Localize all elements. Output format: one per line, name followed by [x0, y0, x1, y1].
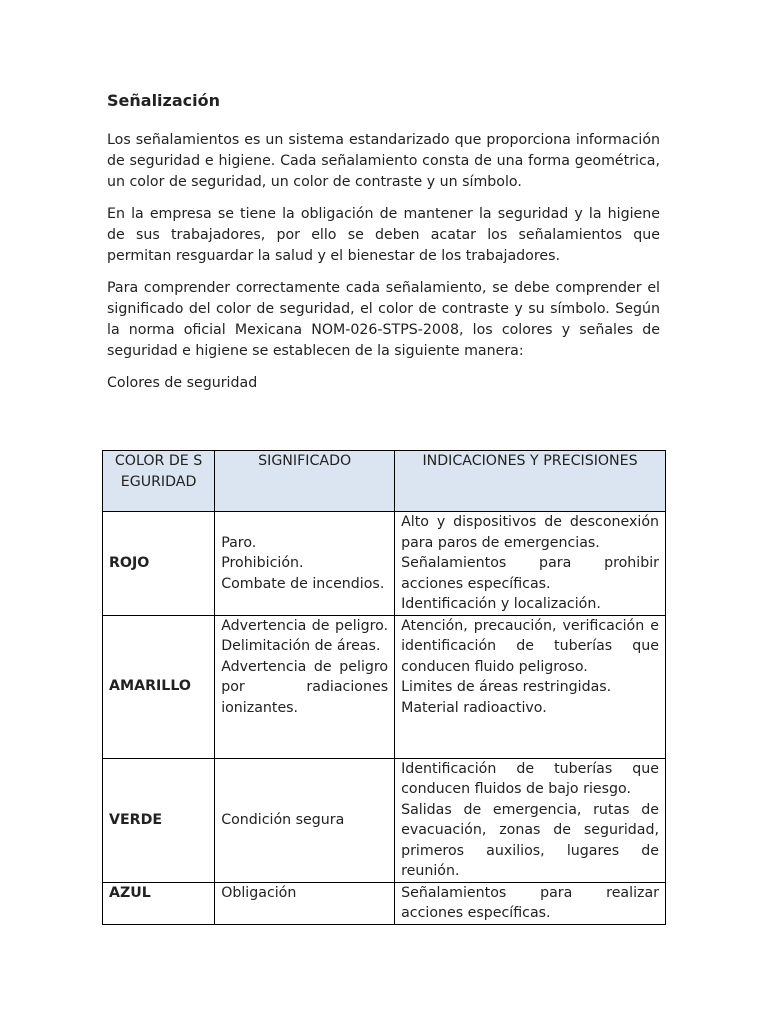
significado-line: Paro. — [221, 534, 257, 551]
cell-indicaciones-verde — [395, 758, 666, 882]
header-significado: SIGNIFICADO — [215, 451, 395, 512]
indicaciones-line: Material radioactivo. — [401, 699, 547, 716]
cell-significado-amarillo — [215, 615, 395, 758]
document-body — [107, 88, 660, 406]
cell-indicaciones-azul: Señalamientos para realizar acciones específicas. — [395, 882, 666, 924]
table-row-rojo — [103, 512, 666, 616]
indicaciones-line: Atención, precaución, verificación e identificación de tuberías que conducen fluido peligroso. — [401, 617, 659, 675]
significado-line: Advertencia de peligro por radiaciones ionizantes. — [221, 658, 389, 716]
significado-line: Advertencia de peligro. Delimitación de áreas. — [221, 617, 389, 654]
cell-color-rojo: ROJO — [103, 512, 215, 616]
table-caption: Colores de seguridad — [107, 375, 258, 391]
document-title: Señalización — [107, 91, 220, 110]
table-header-row — [103, 451, 666, 512]
paragraph-norm: Para comprender correctamente cada señalamiento, se debe comprender el significado del color de seguridad, el color de contraste y su símbolo. Según la norma oficial Mexicana NOM-026-STPS-2008, los colores y señales de seguridad e higiene se establecen de la siguiente manera: — [107, 280, 660, 359]
header-color — [103, 451, 215, 512]
cell-indicaciones-amarillo — [395, 615, 666, 758]
cell-color-amarillo: AMARILLO — [103, 615, 215, 758]
cell-significado-rojo — [215, 512, 395, 616]
significado-line: Combate de incendios. — [221, 575, 385, 592]
cell-indicaciones-rojo — [395, 512, 666, 616]
indicaciones-line: Salidas de emergencia, rutas de evacuación, zonas de seguridad, primeros auxilios, lugares de reunión. — [401, 801, 659, 879]
cell-significado-azul: Obligación — [215, 882, 395, 924]
table-row-azul — [103, 882, 666, 924]
indicaciones-line: Identificación y localización. — [401, 596, 601, 612]
table-row-verde — [103, 758, 666, 882]
paragraph-obligation: En la empresa se tiene la obligación de mantener la seguridad y la higiene de sus trabajadores, por ello se deben acatar los señalamientos que permitan resguardar la salud y el bienestar de los trabajadores. — [107, 206, 660, 264]
paragraph-intro: Los señalamientos es un sistema estandarizado que proporciona información de seguridad e higiene. Cada señalamiento consta de una forma geométrica, un color de seguridad, un color de contraste y un símbolo. — [107, 132, 660, 190]
significado-line: Prohibición. — [221, 555, 304, 571]
table-row-amarillo — [103, 615, 666, 758]
cell-color-azul: AZUL — [103, 882, 215, 924]
header-indicaciones: INDICACIONES Y PRECISIONES — [395, 451, 666, 512]
indicaciones-line: Alto y dispositivos de desconexión para paros de emergencias. — [401, 514, 659, 551]
indicaciones-line: Identificación de tuberías que conducen fluidos de bajo riesgo. — [401, 760, 659, 797]
safety-colors-table — [102, 450, 666, 925]
cell-significado-verde: Condición segura — [215, 758, 395, 882]
indicaciones-line: Señalamientos para prohibir acciones específicas. — [401, 555, 659, 592]
cell-color-verde: VERDE — [103, 758, 215, 882]
header-color-label: COLOR DE SEGURIDAD — [114, 453, 203, 490]
indicaciones-line: Limites de áreas restringidas. — [401, 679, 612, 695]
